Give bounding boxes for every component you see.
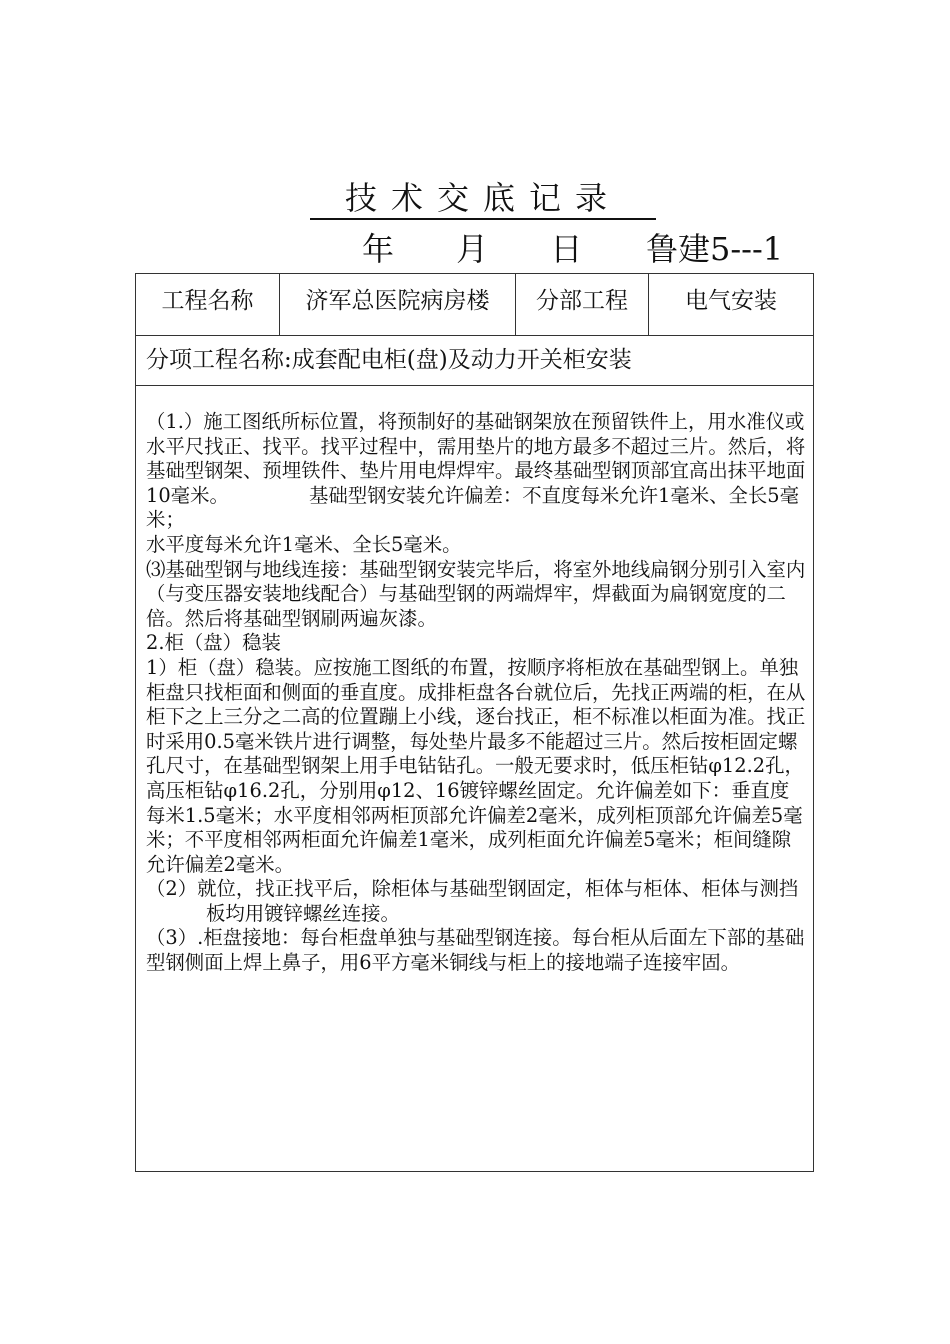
project-info-row (136, 274, 813, 336)
document-title: 技术交底记录 (310, 178, 656, 220)
project-name-value: 济军总医院病房楼 (280, 274, 516, 335)
subitem-name: 分项工程名称:成套配电柜(盘)及动力开关柜安装 (136, 335, 813, 386)
disclosure-content (146, 410, 808, 976)
paragraph-base-steel: （1.）施工图纸所标位置，将预制好的基础钢架放在预留铁件上，用水准仪或水平尺找正、找平。找平过程中，需用垫片的地方最多不超过三片。然后，将基础型钢架、预埋铁件、垫片用电焊焊牢。最终基础型钢顶部宜高出抹平地面10毫米。 基础型钢安装允许偏差：不直度每米允许1毫米、全长5毫米； (146, 410, 806, 532)
paragraph-cabinet-grounding: （3）.柜盘接地：每台柜盘单独与基础型钢连接。每台柜从后面左下部的基础型钢侧面上焊上鼻子，用6平方毫米铜线与柜上的接地端子连接牢固。 (146, 926, 805, 975)
division-value: 电气安装 (685, 288, 777, 314)
paragraph-grounding: ⑶基础型钢与地线连接：基础型钢安装完毕后，将室外地线扁钢分别引入室内（与变压器安装地线配合）与基础型钢的两端焊牢，焊截面为扁钢宽度的二倍。然后将基础型钢刷两遍灰漆。 (146, 557, 806, 630)
disclosure-form (135, 273, 814, 1172)
paragraph-positioning: （2）就位，找正找平后，除柜体与基础型钢固定，柜体与柜体、柜体与测挡板均用镀锌螺丝连接。 (146, 877, 799, 925)
paragraph-levelness: 水平度每米允许1毫米、全长5毫米。 (146, 532, 462, 556)
project-name-label: 工程名称 (136, 274, 280, 335)
section-heading-cabinet: 2.柜（盘）稳装 (146, 631, 281, 655)
paragraph-cabinet-install: 1）柜（盘）稳装。应按施工图纸的布置，按顺序将柜放在基础型钢上。单独柜盘只找柜面和侧面的垂直度。成排柜盘各台就位后，先找正两端的柜，在从柜下之上三分之二高的位置蹦上小线，逐台找正，柜不标准以柜面为准。找正时采用0.5毫米铁片进行调整，每处垫片最多不能超过三片。然后按柜固定螺孔尺寸，在基础型钢架上用手电钻钻孔。一般无要求时，低压柜钻φ12.2孔，高压柜钻φ16.2孔，分别用φ12、16镀锌螺丝固定。允许偏差如下：垂直度每米1.5毫米；水平度相邻两柜顶部允许偏差2毫米，成列柜顶部允许偏差5毫米；不平度相邻两柜面允许偏差1毫米，成列柜面允许偏差5毫米；柜间缝隙允许偏差2毫米。 (146, 655, 806, 876)
date-line: 年 月 日 (362, 230, 609, 268)
document-number: 鲁建5---1 (646, 230, 784, 268)
division-label: 分部工程 (516, 274, 649, 335)
